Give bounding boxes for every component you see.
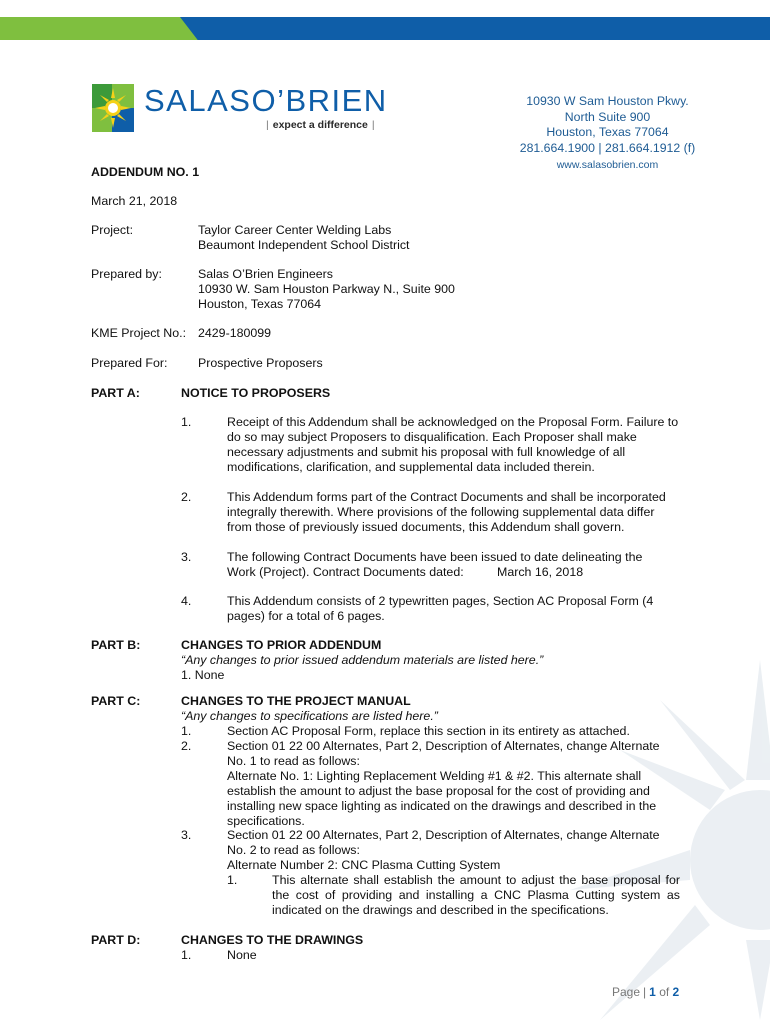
part-b-label: PART B: (91, 638, 141, 652)
prepared-by-label: Prepared by: (91, 267, 162, 281)
part-b-title: CHANGES TO PRIOR ADDENDUM (181, 638, 382, 652)
prepared-for-value: Prospective Proposers (198, 356, 323, 370)
kme-value: 2429-180099 (198, 326, 272, 340)
page-footer: Page | 1 of 2 (612, 985, 680, 999)
address-website[interactable]: www.salasobrien.com (556, 159, 659, 171)
project-line2: Beaumont Independent School District (198, 238, 410, 252)
part-a-item3-text-b: Work (Project). Contract Documents dated: (227, 565, 464, 579)
part-c-item1-num: 1. (181, 724, 192, 738)
logo-name-right: O’BRIEN (251, 83, 388, 118)
page-number: 1 (649, 985, 656, 999)
part-d-label: PART D: (91, 933, 141, 947)
address-line2: North Suite 900 (564, 109, 651, 124)
addendum-date: March 21, 2018 (91, 194, 178, 208)
address-phone: 281.664.1900 | 281.664.1912 (f) (519, 140, 696, 155)
part-b-note: “Any changes to prior issued addendum materials are listed here.” (181, 653, 544, 667)
part-a-item2-num: 2. (181, 490, 192, 504)
logo-tagline: | expect a difference | (266, 119, 375, 131)
tagline-text: expect a difference (272, 119, 368, 131)
part-c-item3-text: Section 01 22 00 Alternates, Part 2, Description of Alternates, change Alternate No. 2 to read as follows: (227, 828, 660, 857)
prepared-for-label: Prepared For: (91, 356, 168, 370)
part-d-item-text: None (227, 948, 257, 962)
part-a-title: NOTICE TO PROPOSERS (181, 386, 331, 400)
prepared-by-line2: 10930 W. Sam Houston Parkway N., Suite 900 (198, 282, 455, 296)
part-c-note: “Any changes to specifications are listed here.” (181, 709, 438, 723)
project-label: Project: (91, 223, 134, 237)
kme-label: KME Project No.: (91, 326, 187, 340)
page-word: Page (612, 985, 641, 999)
part-c-item3-detail: Alternate Number 2: CNC Plasma Cutting System (227, 858, 501, 872)
page-total: 2 (672, 985, 680, 999)
stripe-blue (180, 17, 770, 40)
part-c-item2-num: 2. (181, 739, 192, 753)
part-c-item3-num: 3. (181, 828, 192, 842)
part-c-title: CHANGES TO THE PROJECT MANUAL (181, 694, 411, 708)
company-address (500, 94, 715, 174)
part-a-item3-text-a: The following Contract Documents have been issued to date delineating the (227, 550, 643, 564)
part-b-item: 1. None (181, 668, 225, 682)
part-c-item3-sub-text: This alternate shall establish the amount to adjust the base proposal for the cost of providing and installing a CNC Plasma Cutting system as indicated on the drawings and described in the specifications. (272, 873, 680, 917)
part-c-item3-sub-num: 1. (227, 873, 238, 887)
part-a-item4-num: 4. (181, 594, 192, 608)
prepared-by-line3: Houston, Texas 77064 (198, 297, 322, 311)
part-a-item1-num: 1. (181, 415, 192, 429)
part-c-item2-detail: Alternate No. 1: Lighting Replacement Welding #1 & #2. This alternate shall establish the amount to adjust the base proposal for the cost of providing and installing new space lighting as indicated on the drawings and described in the specifications. (227, 769, 657, 828)
logo-wordmark (144, 84, 388, 118)
logo-name-left: SALAS (144, 83, 252, 118)
part-c-item1-text: Section AC Proposal Form, replace this section in its entirety as attached. (227, 724, 630, 738)
part-a-item1-text: Receipt of this Addendum shall be acknowledged on the Proposal Form. Failure to do so may subject Proposers to disqualification. Each Proposer shall make necessary adjustments and submit his proposal with full knowledge of all modifications, clarification, and supplemental data included therein. (227, 415, 679, 474)
part-a-item3-date: March 16, 2018 (497, 565, 584, 579)
part-d-item-num: 1. (181, 948, 192, 962)
addendum-title: ADDENDUM NO. 1 (91, 165, 200, 179)
stripe-green (0, 17, 200, 40)
page-of: of (659, 985, 670, 999)
header-stripe (0, 17, 770, 40)
part-d-title: CHANGES TO THE DRAWINGS (181, 933, 364, 947)
address-line3: Houston, Texas 77064 (546, 125, 669, 139)
prepared-by-line1: Salas O’Brien Engineers (198, 267, 333, 281)
part-a-label: PART A: (91, 386, 140, 400)
sun-logo-icon (92, 84, 134, 132)
part-c-label: PART C: (91, 694, 141, 708)
address-line1: 10930 W Sam Houston Pkwy. (526, 94, 689, 108)
part-a-item4-text: This Addendum consists of 2 typewritten pages, Section AC Proposal Form (4 pages) for a total of 6 pages. (227, 594, 654, 623)
project-line1: Taylor Career Center Welding Labs (198, 223, 392, 237)
part-a-item2-text: This Addendum forms part of the Contract Documents and shall be incorporated integrally therewith. Where provisions of the following supplemental data differ from those of previously issued documents, this Addendum shall govern. (227, 490, 666, 534)
company-logo (92, 83, 388, 136)
part-a-item3-num: 3. (181, 550, 192, 564)
part-c-item2-text: Section 01 22 00 Alternates, Part 2, Description of Alternates, change Alternate No. 1 to read as follows: (227, 739, 660, 768)
